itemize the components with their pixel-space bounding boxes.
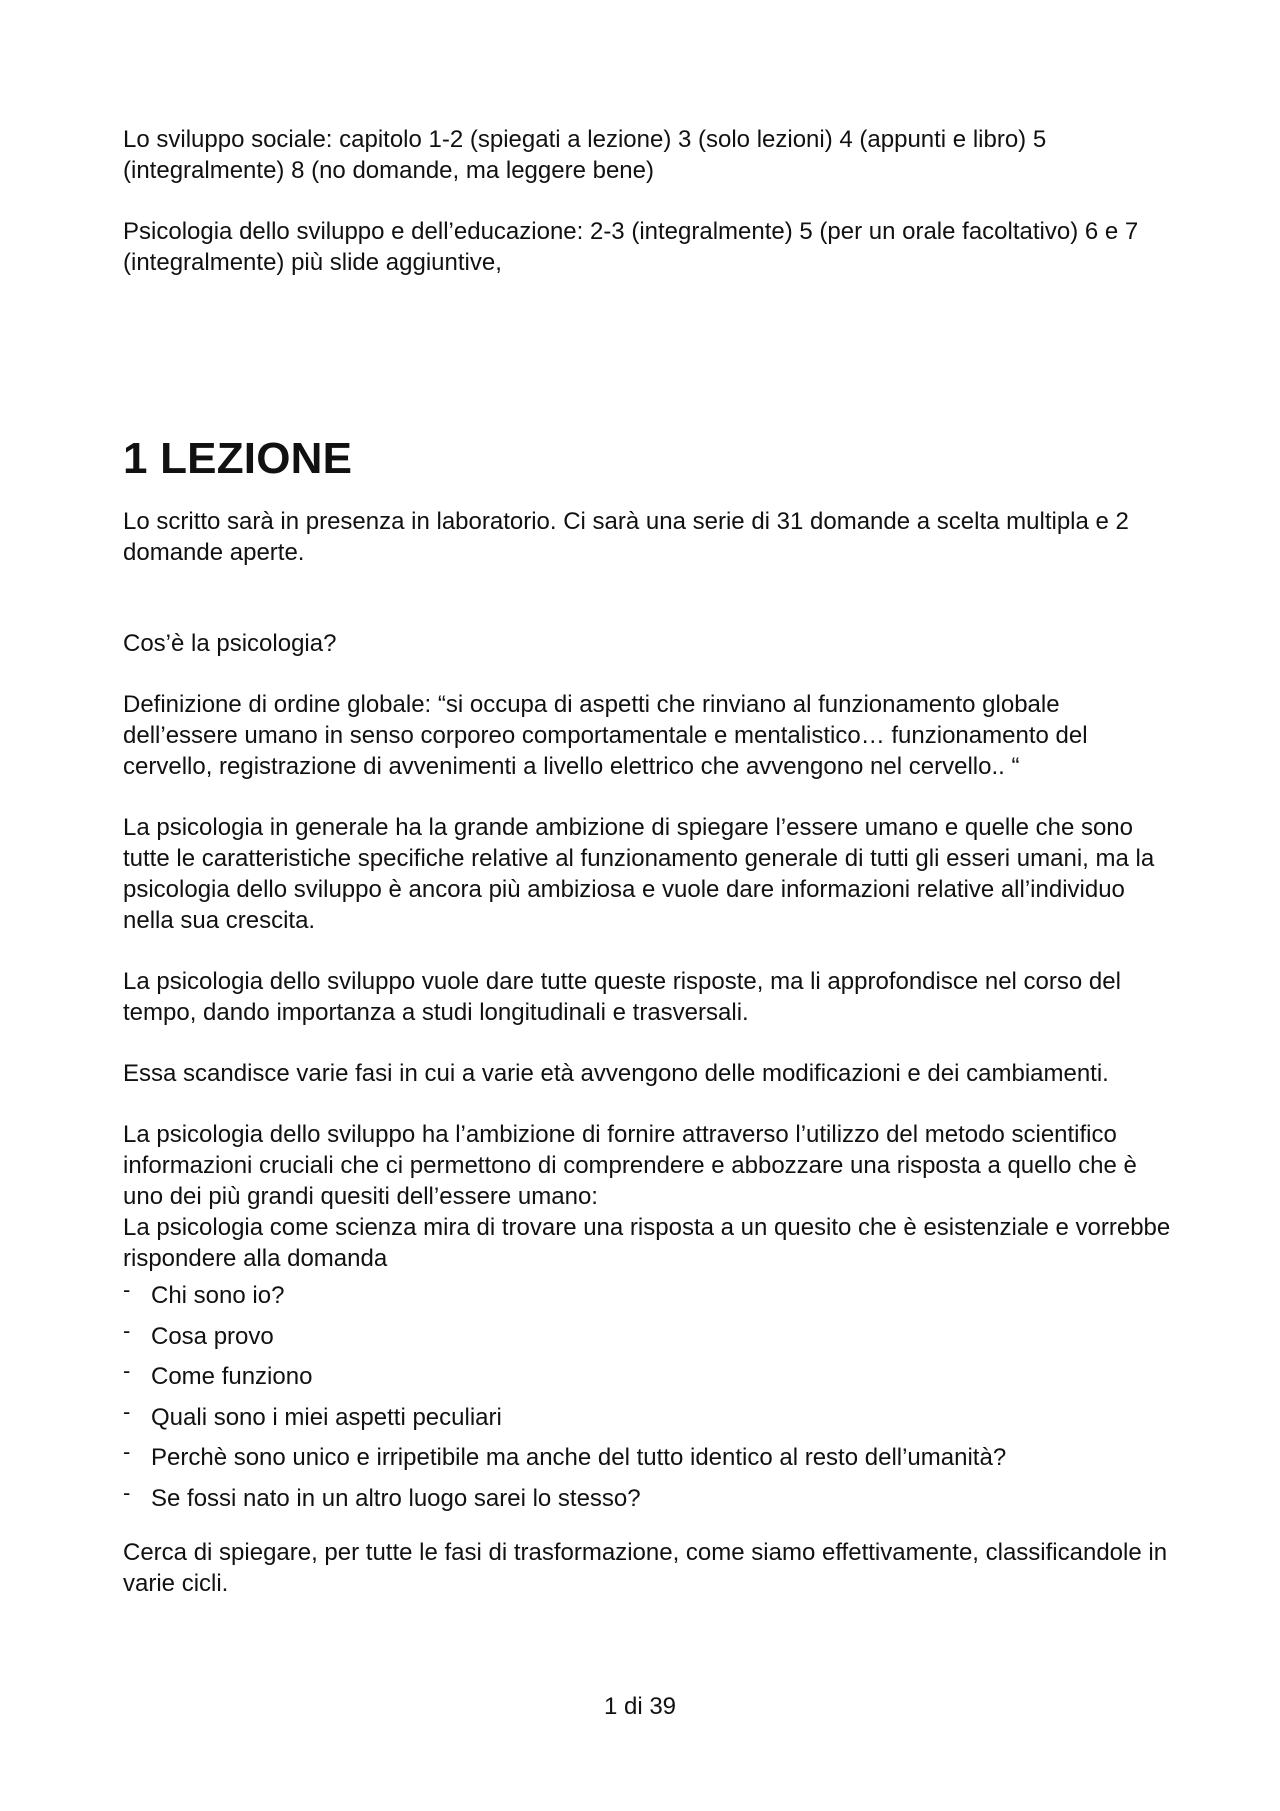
dash-bullet-icon: -: [123, 1398, 131, 1424]
conclusion-paragraph: Cerca di spiegare, per tutte le fasi di trasformazione, come siamo effettivamente, classificandole in varie cicli.: [123, 1539, 1168, 1597]
list-item: - Come funziono: [123, 1361, 1173, 1392]
list-item: - Cosa provo: [123, 1321, 1173, 1352]
section-heading: 1 LEZIONE: [123, 434, 353, 483]
list-item: - Chi sono io?: [123, 1280, 1173, 1311]
exam-paragraph: Lo scritto sarà in presenza in laboratorio. Ci sarà una serie di 31 domande a scelta multipla e 2 domande aperte.: [123, 508, 1129, 566]
list-item: - Perchè sono unico e irripetibile ma anche del tutto identico al resto dell’umanità?: [123, 1442, 1173, 1473]
list-item: - Se fossi nato in un altro luogo sarei lo stesso?: [123, 1483, 1173, 1514]
development-paragraph: La psicologia dello sviluppo vuole dare tutte queste risposte, ma li approfondisce nel corso del tempo, dando importanza a studi longitudinali e trasversali.: [123, 968, 1121, 1026]
page-number: 1 di 39: [603, 1693, 677, 1720]
page-content: [123, 124, 1173, 1599]
dash-bullet-icon: -: [123, 1358, 131, 1383]
existential-question-paragraph: La psicologia come scienza mira di trovare una risposta a un quesito che è esistenziale e vorrebbe rispondere alla domanda: [123, 1214, 1171, 1272]
question-list: [123, 1277, 1173, 1514]
dash-bullet-icon: -: [123, 1439, 131, 1464]
intro-paragraph-social-development: Lo sviluppo sociale: capitolo 1-2 (spiegati a lezione) 3 (solo lezioni) 4 (appunti e libro) 5 (integralmente) 8 (no domande, ma leggere bene): [123, 126, 1047, 184]
phases-paragraph: Essa scandisce varie fasi in cui a varie età avvengono delle modificazioni e dei cambiamenti.: [123, 1060, 1109, 1087]
general-psychology-paragraph: La psicologia in generale ha la grande ambizione di spiegare l’essere umano e quelle che sono tutte le caratteristiche specifiche relative al funzionamento generale di tutti gli esseri umani, ma la psicologia dello sviluppo è ancora più ambiziosa e vuole dare informazioni relative all’individuo nella sua crescita.: [123, 814, 1155, 934]
definition-paragraph: Definizione di ordine globale: “si occupa di aspetti che rinviano al funzionamento globale dell’essere umano in senso corporeo comportamentale e mentalistico… funzionamento del cervello, registrazione di avvenimenti a livello elettrico che avvengono nel cervello.. “: [123, 691, 1088, 780]
dash-bullet-icon: -: [123, 1479, 131, 1505]
question-line: Cos’è la psicologia?: [123, 630, 337, 657]
dash-bullet-icon: -: [123, 1277, 131, 1302]
list-item: - Quali sono i miei aspetti peculiari: [123, 1402, 1173, 1433]
intro-paragraph-educational-psychology: Psicologia dello sviluppo e dell’educazione: 2-3 (integralmente) 5 (per un orale facoltativo) 6 e 7 (integralmente) più slide aggiuntive,: [123, 218, 1139, 276]
ambition-paragraph: La psicologia dello sviluppo ha l’ambizione di fornire attraverso l’utilizzo del metodo scientifico informazioni cruciali che ci permettono di comprendere e abbozzare una risposta a quello che è uno dei più grandi quesiti dell’essere umano:: [123, 1121, 1137, 1210]
dash-bullet-icon: -: [123, 1317, 131, 1343]
